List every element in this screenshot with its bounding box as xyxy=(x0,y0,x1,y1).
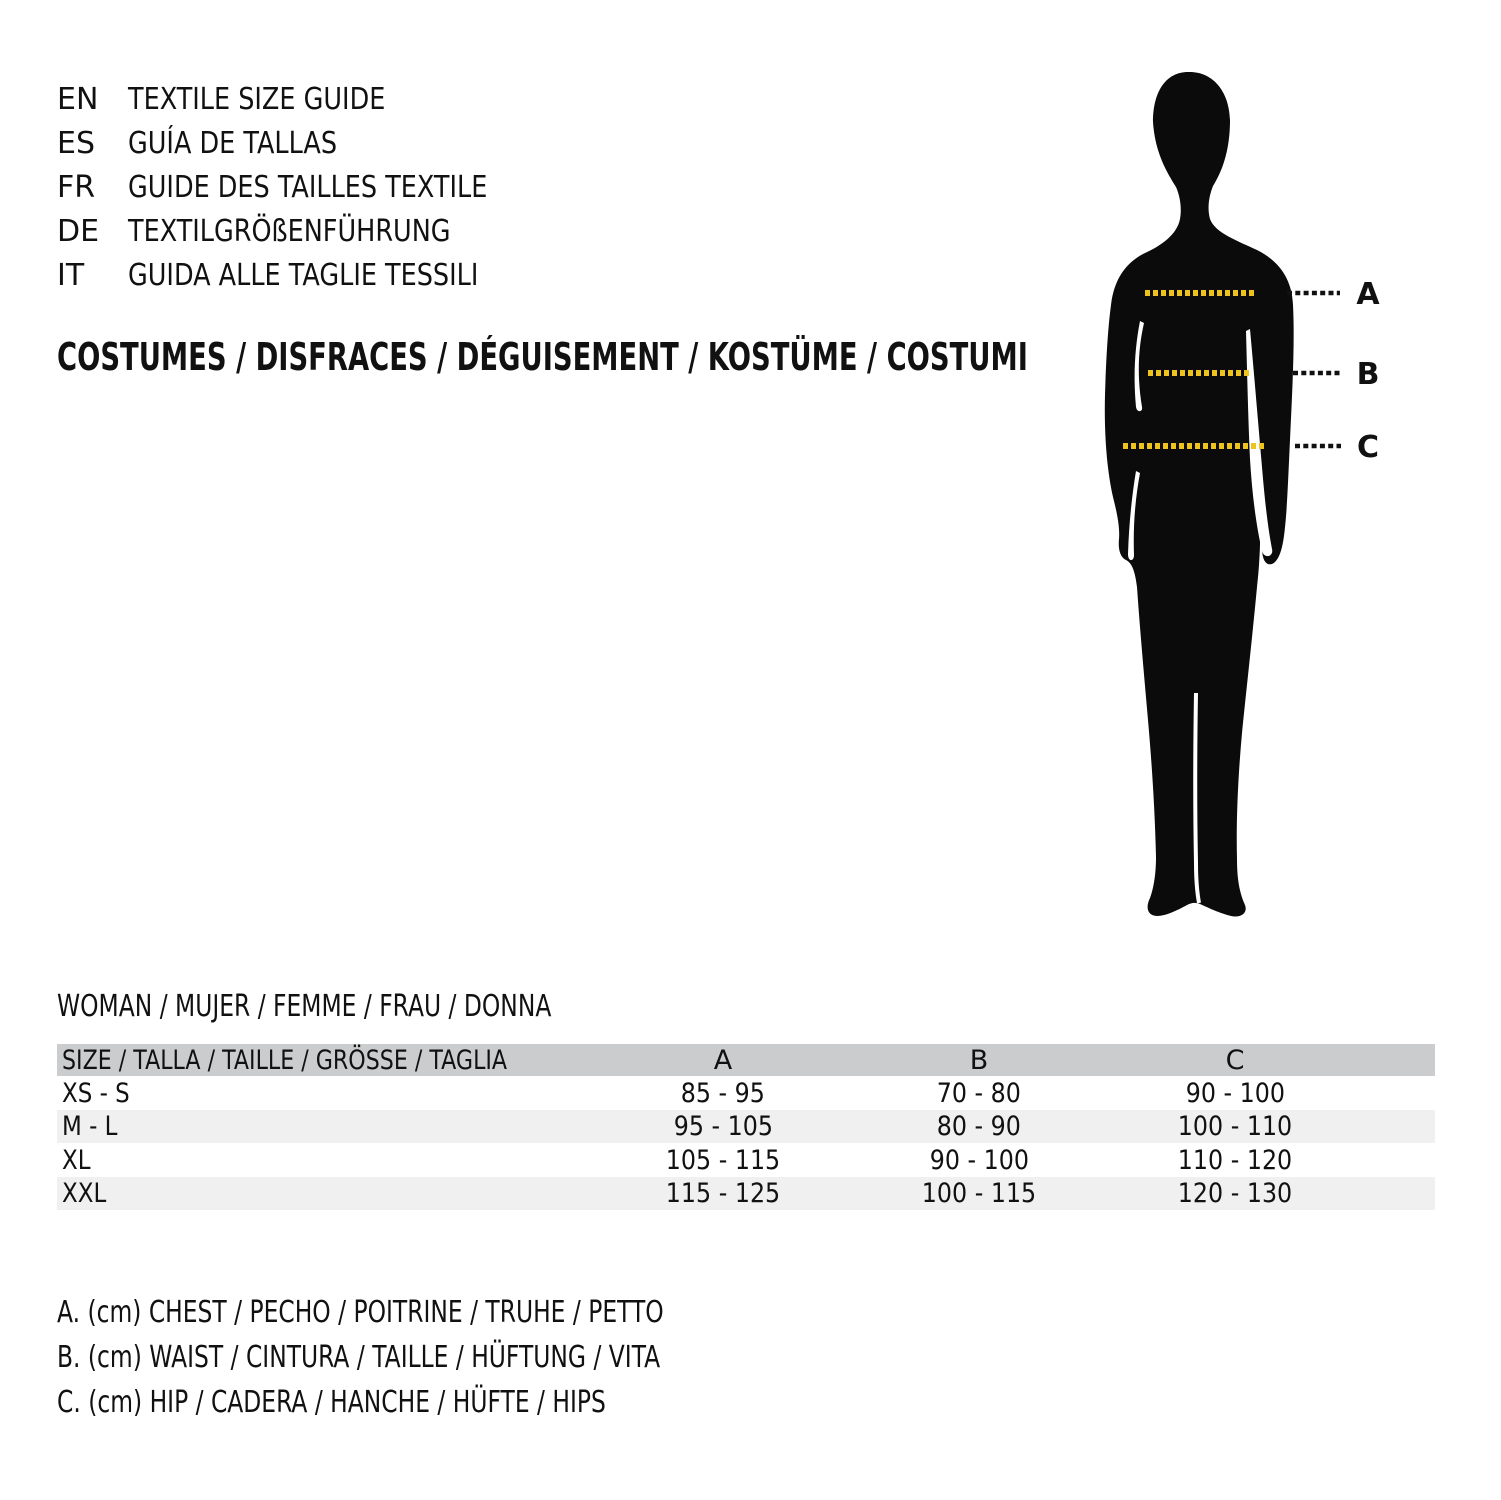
language-row-it xyxy=(57,253,551,297)
language-code: FR xyxy=(57,169,96,205)
cell-b: 70 - 80 xyxy=(936,1077,1022,1109)
header-size-label: SIZE / TALLA / TAILLE / GRÖSSE / TAGLIA xyxy=(62,1044,508,1076)
language-row-de xyxy=(57,209,551,253)
row-size-label: XS - S xyxy=(62,1077,130,1109)
size-table-header xyxy=(57,1044,1435,1076)
row-size-label: M - L xyxy=(62,1111,118,1142)
cell-a: 95 - 105 xyxy=(673,1111,773,1142)
measurement-legend xyxy=(57,1290,835,1425)
cell-a: 115 - 125 xyxy=(665,1178,781,1209)
cell-b: 90 - 100 xyxy=(929,1144,1029,1176)
section-label: WOMAN / MUJER / FEMME / FRAU / DONNA xyxy=(57,989,552,1024)
row-size-label: XXL xyxy=(62,1178,107,1209)
language-list xyxy=(57,77,551,297)
language-row-fr xyxy=(57,165,551,209)
size-figure xyxy=(1095,65,1420,935)
cell-b: 80 - 90 xyxy=(936,1111,1022,1142)
language-label: TEXTILGRÖßENFÜHRUNG xyxy=(128,213,451,249)
marker-label-a: A xyxy=(1356,277,1380,312)
cell-b: 100 - 115 xyxy=(921,1178,1037,1209)
marker-label-b: B xyxy=(1356,357,1380,392)
language-row-es xyxy=(57,121,551,165)
language-label: GUIDE DES TAILLES TEXTILE xyxy=(128,169,488,205)
table-row-xxl xyxy=(57,1177,1435,1210)
table-row-xl xyxy=(57,1143,1435,1177)
language-row-en xyxy=(57,77,551,121)
cell-a: 105 - 115 xyxy=(665,1144,781,1176)
table-row-xs-s xyxy=(57,1076,1435,1110)
row-size-label: XL xyxy=(62,1144,91,1176)
language-label: GUÍA DE TALLAS xyxy=(128,125,338,161)
cell-c: 120 - 130 xyxy=(1177,1178,1293,1209)
category-title: COSTUMES / DISFRACES / DÉGUISEMENT / KOSTÜME / COSTUMI xyxy=(57,335,1028,379)
language-label: GUIDA ALLE TAGLIE TESSILI xyxy=(128,257,479,293)
cell-c: 100 - 110 xyxy=(1177,1111,1293,1142)
cell-c: 110 - 120 xyxy=(1177,1144,1293,1176)
language-label: TEXTILE SIZE GUIDE xyxy=(128,81,386,117)
legend-item-waist: B. (cm) WAIST / CINTURA / TAILLE / HÜFTUNG / VITA xyxy=(57,1340,661,1375)
language-code: IT xyxy=(57,257,85,293)
language-code: DE xyxy=(57,213,100,249)
header-col-c: C xyxy=(1225,1044,1245,1076)
size-table xyxy=(57,1044,1435,1210)
header-col-b: B xyxy=(969,1044,989,1076)
table-row-m-l xyxy=(57,1110,1435,1143)
legend-item-chest: A. (cm) CHEST / PECHO / POITRINE / TRUHE / PETTO xyxy=(57,1295,664,1330)
cell-c: 90 - 100 xyxy=(1185,1077,1285,1109)
marker-label-c: C xyxy=(1356,430,1380,465)
language-code: ES xyxy=(57,125,95,161)
legend-item-hip: C. (cm) HIP / CADERA / HANCHE / HÜFTE / HIPS xyxy=(57,1385,606,1420)
cell-a: 85 - 95 xyxy=(680,1077,766,1109)
language-code: EN xyxy=(57,81,99,117)
header-col-a: A xyxy=(713,1044,733,1076)
